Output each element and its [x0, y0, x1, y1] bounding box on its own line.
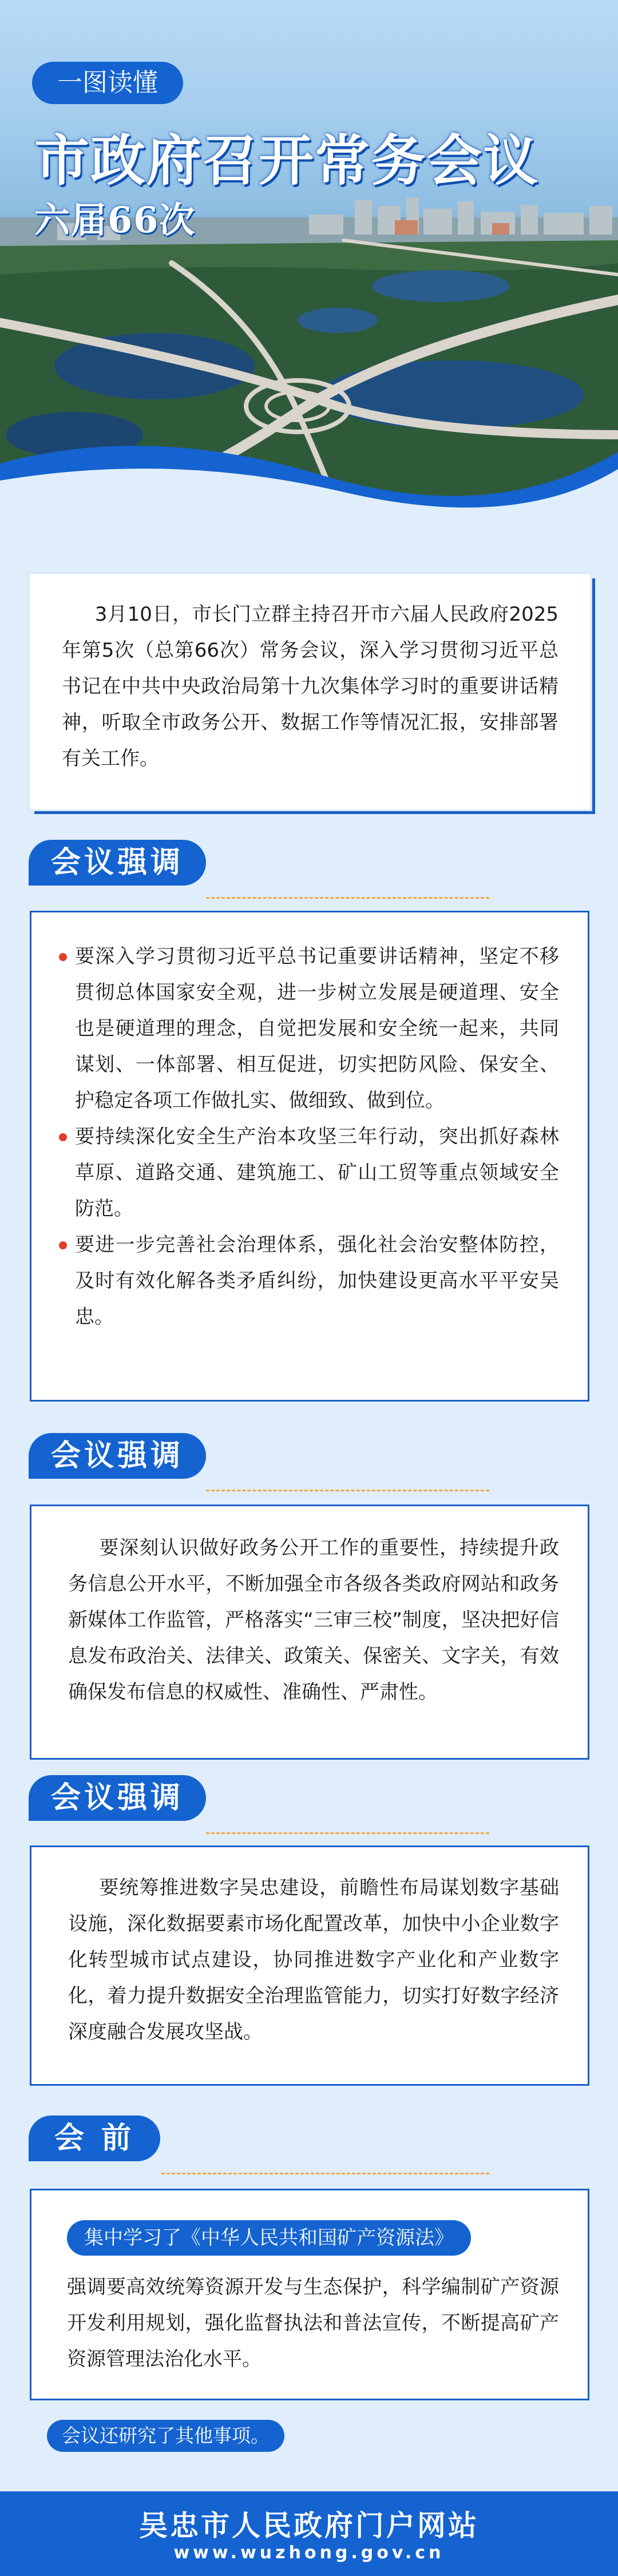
section-4-box	[30, 2189, 589, 2400]
bullet-item	[75, 1119, 559, 1227]
bullet-text: 要进一步完善社会治理体系，强化社会治安整体防控，及时有效化解各类矛盾纠纷，加快建设更高水平平安吴忠。	[75, 1233, 559, 1328]
divider	[206, 1832, 489, 1834]
footer-site-name: 吴忠市人民政府门户网站	[139, 2509, 479, 2542]
section-4-text: 强调要高效统筹资源开发与生态保护，科学编制矿产资源开发利用规划，强化监督执法和普法宣传，不断提高矿产资源管理法治化水平。	[67, 2276, 559, 2371]
footer	[0, 2491, 618, 2576]
bullet-text: 要持续深化安全生产治本攻坚三年行动，突出抓好森林草原、道路交通、建筑施工、矿山工贸等重点领域安全防范。	[75, 1125, 559, 1220]
study-heading: 集中学习了《中华人民共和国矿产资源法》	[67, 2220, 471, 2256]
intro-box	[30, 574, 591, 809]
page-subtitle: 六届66次	[34, 199, 196, 241]
section-3-box	[30, 1845, 589, 2086]
bullet-item	[75, 939, 559, 1119]
divider	[206, 897, 489, 899]
bullet-dot	[59, 1241, 67, 1249]
section-2-tab: 会议强调	[29, 1433, 206, 1479]
section-4-tab: 会前	[29, 2115, 160, 2161]
hero-banner	[0, 0, 618, 515]
section-2-text: 要深刻认识做好政务公开工作的重要性，持续提升政务信息公开水平，不断加强全市各级各类政府网站和政务新媒体工作监管，严格落实“三审三校”制度，坚决把好信息发布政治关、法律关、政策关、保密关、文字关，有效确保发布信息的权威性、准确性、严肃性。	[68, 1537, 559, 1704]
hero-tag: 一图读懂	[32, 62, 183, 104]
footer-url[interactable]: www.wuzhong.gov.cn	[173, 2543, 445, 2563]
section-3-text: 要统筹推进数字吴忠建设，前瞻性布局谋划数字基础设施，深化数据要素市场化配置改革，加快中小企业数字化转型城市试点建设，协同推进数字产业化和产业数字化，着力提升数据安全治理监管能力，切实打好数字经济深度融合发展攻坚战。	[68, 1876, 559, 2043]
page-title: 市政府召开常务会议	[34, 129, 539, 193]
intro-text: 3月10日，市长门立群主持召开市六届人民政府2025年第5次（总第66次）常务会议，深入学习贯彻习近平总书记在中共中央政治局第十九次集体学习时的重要讲话精神，听取全市政务公开、数据工作等情况汇报，安排部署有关工作。	[62, 603, 558, 770]
section-3-tab: 会议强调	[29, 1775, 206, 1821]
section-2-box	[30, 1505, 589, 1760]
bullet-text: 要深入学习贯彻习近平总书记重要讲话精神，坚定不移贯彻总体国家安全观，进一步树立发展是硬道理、安全也是硬道理的理念，自觉把发展和安全统一起来，共同谋划、一体部署、相互促进，切实把防风险、保安全、护稳定各项工作做扎实、做细致、做到位。	[75, 945, 559, 1112]
section-1-box	[30, 911, 589, 1402]
bullet-dot	[59, 953, 67, 961]
divider	[206, 1490, 489, 1491]
section-1-tab: 会议强调	[29, 840, 206, 886]
bullet-dot	[59, 1133, 67, 1141]
closing-note: 会议还研究了其他事项。	[47, 2420, 284, 2452]
divider	[161, 2173, 489, 2174]
bullet-item	[75, 1227, 559, 1335]
